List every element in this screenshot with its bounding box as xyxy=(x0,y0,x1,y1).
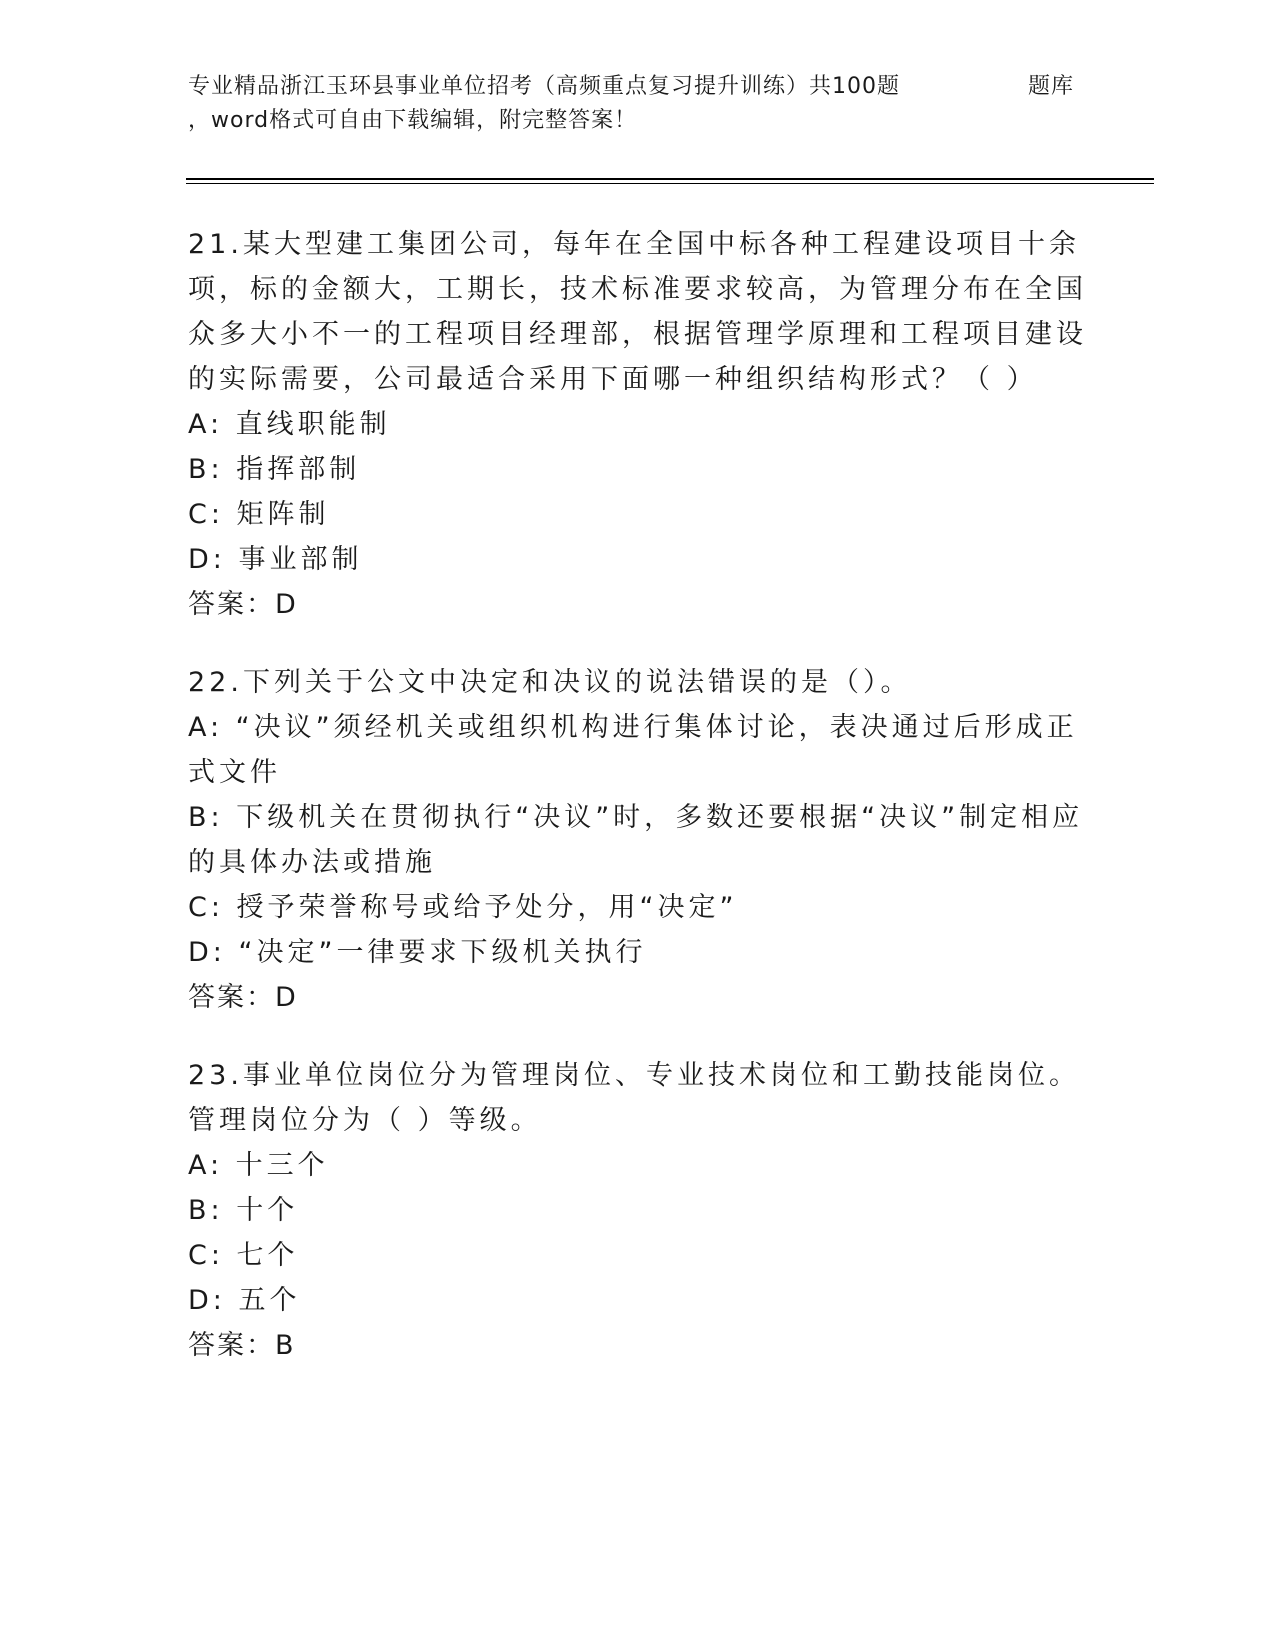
question-stem: 23.事业单位岗位分为管理岗位、专业技术岗位和工勤技能岗位。管理岗位分为（ ）等级。 xyxy=(188,1060,1080,1136)
option-a: A: “决议”须经机关或组织机构进行集体讨论，表决通过后形成正式文件 xyxy=(188,712,1078,788)
question-stem: 22.下列关于公文中决定和决议的说法错误的是（）。 xyxy=(188,667,912,698)
option-d: D: “决定”一律要求下级机关执行 xyxy=(188,937,647,968)
header-tag: 题库 xyxy=(1028,74,1075,99)
question-21 xyxy=(188,222,1088,627)
option-c: C: 矩阵制 xyxy=(188,499,330,530)
document-header xyxy=(188,70,1088,138)
option-b: B: 下级机关在贯彻执行“决议”时，多数还要根据“决议”制定相应的具体办法或措施 xyxy=(188,802,1084,878)
answer-label: 答案：B xyxy=(188,1330,296,1361)
header-rule-thick xyxy=(186,178,1154,180)
option-d: D: 事业部制 xyxy=(188,544,363,575)
header-rule-thin xyxy=(186,183,1154,184)
question-22 xyxy=(188,660,1088,1020)
option-c: C: 七个 xyxy=(188,1240,299,1271)
option-d: D: 五个 xyxy=(188,1285,301,1316)
answer-label: 答案：D xyxy=(188,589,298,620)
option-c: C: 授予荣誉称号或给予处分，用“决定” xyxy=(188,892,738,923)
option-a: A: 十三个 xyxy=(188,1150,329,1181)
answer-label: 答案：D xyxy=(188,982,298,1013)
question-23 xyxy=(188,1053,1088,1368)
option-a: A: 直线职能制 xyxy=(188,409,391,440)
question-stem: 21.某大型建工集团公司，每年在全国中标各种工程建设项目十余项，标的金额大，工期长，技术标准要求较高，为管理分布在全国众多大小不一的工程项目经理部，根据管理学原理和工程项目建设的实际需要，公司最适合采用下面哪一种组织结构形式？（ ） xyxy=(188,229,1087,395)
header-title-line1: 专业精品浙江玉环县事业单位招考（高频重点复习提升训练）共100题 xyxy=(188,74,900,99)
option-b: B: 指挥部制 xyxy=(188,454,361,485)
option-b: B: 十个 xyxy=(188,1195,299,1226)
header-title-line2: ，word格式可自由下载编辑，附完整答案！ xyxy=(188,108,638,133)
